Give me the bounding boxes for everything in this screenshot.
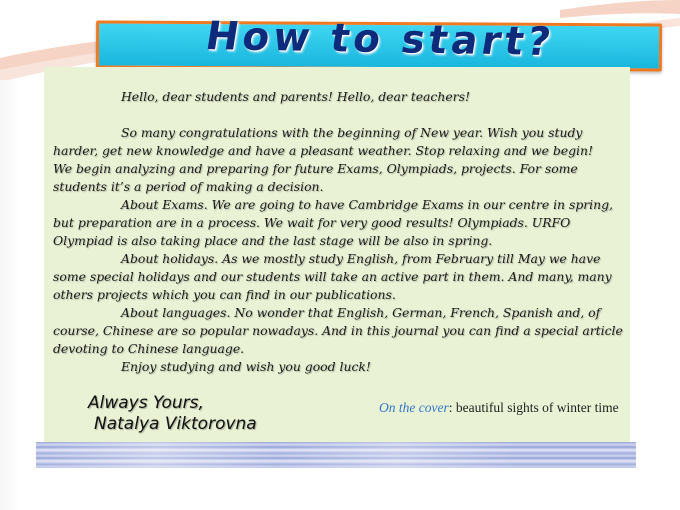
letter-paragraph: So many congratulations with the beginning of New year. Wish you study harder, get new knowledge and have a pleasant weather. Stop relaxing and we begin!: [53, 125, 593, 158]
letter-greeting: Hello, dear students and parents! Hello, dear teachers!: [121, 89, 470, 104]
cover-label: On the cover: [379, 400, 449, 415]
signature-block: [88, 393, 257, 435]
letter-paragraph: We begin analyzing and preparing for future Exams, Olympiads, projects. For some students it’s a period of making a decision.: [53, 161, 578, 194]
decorative-stripe: [36, 442, 636, 468]
author-name: Natalya Viktorovna: [94, 414, 257, 434]
cover-caption: [379, 398, 619, 417]
letter-paragraph: About holidays. As we mostly study English, from February till May we have some special holidays and our students will take an active part in them. And many, many others projects which you can find in our publications.: [53, 251, 612, 302]
letter-paragraph: About Exams. We are going to have Cambridge Exams in our centre in spring, but preparation are in a process. We wait for very good results! Olympiads. URFO Olympiad is also taking place and the last stage will be also in spring.: [53, 197, 613, 248]
editorial-letter: [53, 88, 623, 376]
signoff-line: Always Yours,: [88, 393, 204, 413]
letter-paragraph: About languages. No wonder that English, German, French, Spanish and, of course, Chinese are so popular nowadays. And in this journal you can find a special article devoting to Chinese language.: [53, 305, 623, 356]
cover-text: : beautiful sights of winter time: [448, 400, 619, 415]
left-decorative-bar: [0, 80, 20, 510]
letter-paragraph: Enjoy studying and wish you good luck!: [121, 359, 371, 374]
page-title: How to start?: [202, 13, 558, 66]
